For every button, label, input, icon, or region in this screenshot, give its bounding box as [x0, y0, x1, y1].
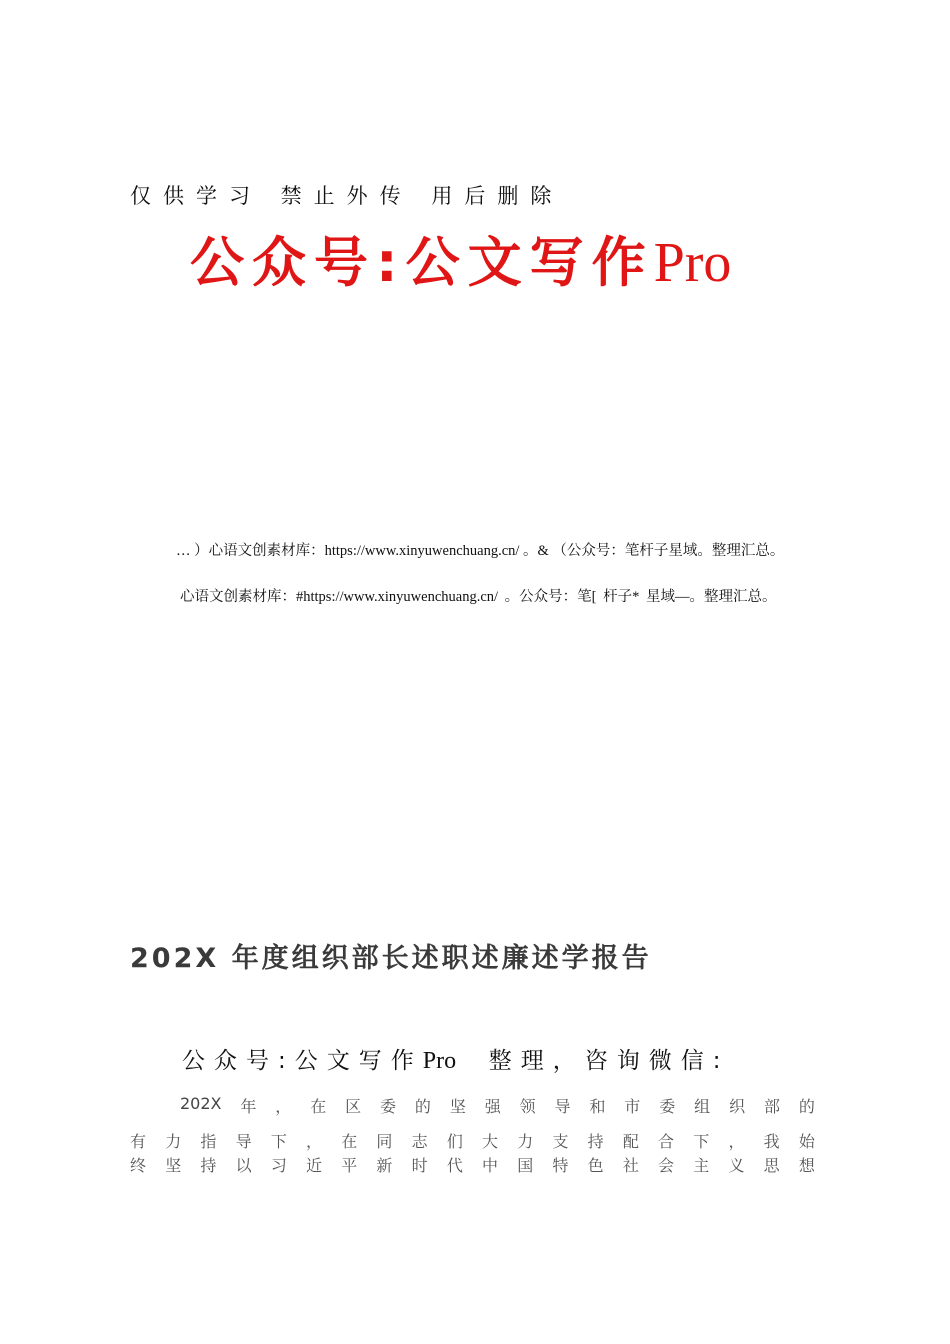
body-char: 终 — [130, 1156, 147, 1175]
body-char: 时 — [411, 1156, 428, 1175]
body-char: 坚 — [165, 1156, 182, 1175]
subtitle-latin: Pro — [422, 1048, 457, 1074]
subtitle-line — [182, 1042, 729, 1075]
notice-text: 仅供学习 禁止外传 用后删除 — [130, 184, 564, 208]
body-char: 力 — [165, 1132, 182, 1151]
body-char: 力 — [517, 1132, 534, 1151]
body-char: 市 — [624, 1097, 641, 1116]
body-char: 导 — [235, 1132, 252, 1151]
brand-cn: 公众号:公文写作 — [190, 231, 654, 294]
body-char: 会 — [658, 1156, 675, 1175]
body-char: 下 — [270, 1132, 287, 1151]
body-char: 想 — [798, 1156, 815, 1175]
body-char: 持 — [587, 1132, 604, 1151]
body-char: 202X — [180, 1094, 222, 1113]
body-char: 委 — [659, 1097, 676, 1116]
body-line-3 — [130, 1153, 815, 1176]
body-char: 的 — [414, 1097, 431, 1116]
body-char: 在 — [310, 1097, 327, 1116]
body-char: 社 — [622, 1156, 639, 1175]
body-char: 和 — [589, 1097, 606, 1116]
body-char: ， — [728, 1132, 745, 1151]
body-char: 部 — [763, 1097, 780, 1116]
body-char: 强 — [484, 1097, 501, 1116]
body-char: 织 — [729, 1097, 746, 1116]
body-char: 指 — [200, 1132, 217, 1151]
body-char: 导 — [554, 1097, 571, 1116]
body-char: 有 — [130, 1132, 147, 1151]
body-char: 始 — [798, 1132, 815, 1151]
body-char: 坚 — [449, 1097, 466, 1116]
body-char: 们 — [446, 1132, 463, 1151]
brand-latin: Pro — [653, 232, 732, 294]
body-char: 色 — [587, 1156, 604, 1175]
body-char: 组 — [694, 1097, 711, 1116]
body-char: 委 — [380, 1097, 397, 1116]
body-char: ， — [275, 1097, 292, 1116]
body-char: 义 — [728, 1156, 745, 1175]
body-char: 习 — [270, 1156, 287, 1175]
source-paragraph-1: … ）心语文创素材库：https://www.xinyuwenchuang.cn/ 。& （公众号：笔杆子星域。整理汇总。 — [176, 543, 785, 559]
subtitle-before: 公众号:公文写作 — [182, 1048, 423, 1074]
body-char: 中 — [482, 1156, 499, 1175]
body-char: 支 — [552, 1132, 569, 1151]
body-char: 我 — [763, 1132, 780, 1151]
body-line-2 — [130, 1129, 815, 1152]
body-char: 同 — [376, 1132, 393, 1151]
document-title: 202X 年度组织部长述职述廉述学报告 — [130, 943, 652, 974]
body-char: 的 — [798, 1097, 815, 1116]
body-char: 领 — [519, 1097, 536, 1116]
source-paragraph-2: 心语文创素材库：#https://www.xinyuwenchuang.cn/ 。公众号：笔[ 杆子* 星域—。整理汇总。 — [180, 589, 777, 605]
body-char: 近 — [306, 1156, 323, 1175]
body-char: 国 — [517, 1156, 534, 1175]
body-char: 大 — [482, 1132, 499, 1151]
body-char: 年 — [240, 1097, 257, 1116]
body-char: 特 — [552, 1156, 569, 1175]
body-char: 代 — [446, 1156, 463, 1175]
body-char: 在 — [341, 1132, 358, 1151]
body-char: 下 — [693, 1132, 710, 1151]
subtitle-after: 整理，咨询微信: — [488, 1048, 730, 1074]
body-char: ， — [306, 1132, 323, 1151]
body-char: 思 — [763, 1156, 780, 1175]
body-char: 平 — [341, 1156, 358, 1175]
body-char: 新 — [376, 1156, 393, 1175]
body-char: 持 — [200, 1156, 217, 1175]
body-char: 配 — [622, 1132, 639, 1151]
body-line-1 — [180, 1094, 815, 1117]
body-char: 志 — [411, 1132, 428, 1151]
body-char: 以 — [235, 1156, 252, 1175]
body-char: 合 — [658, 1132, 675, 1151]
body-char: 区 — [345, 1097, 362, 1116]
brand-banner — [190, 228, 731, 298]
body-char: 主 — [693, 1156, 710, 1175]
